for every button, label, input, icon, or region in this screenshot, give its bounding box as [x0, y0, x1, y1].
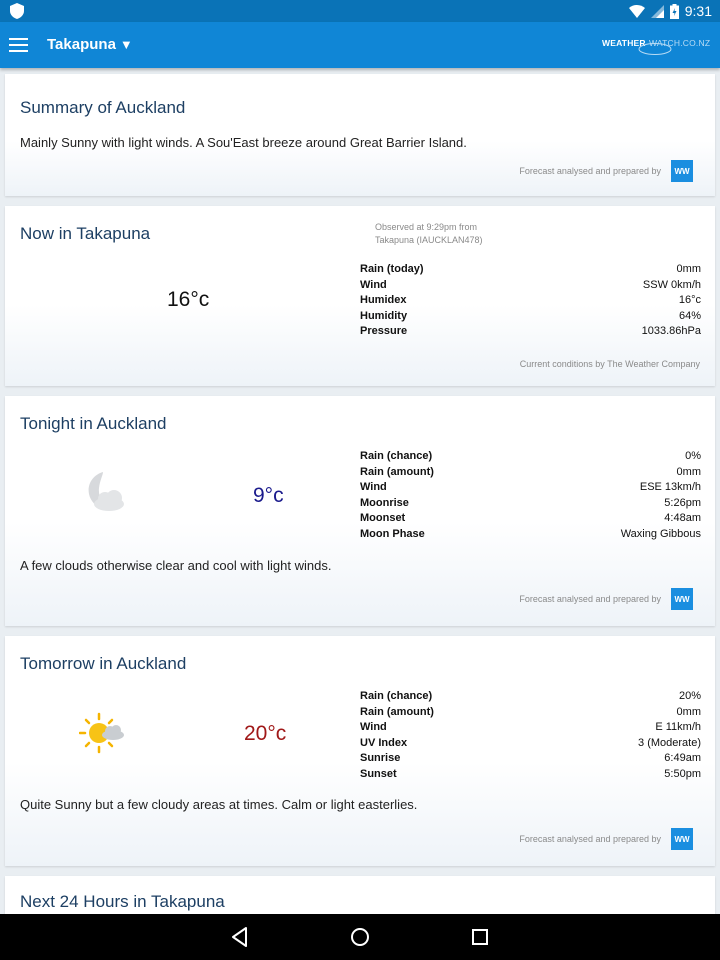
next24-title: Next 24 Hours in Takapuna — [20, 892, 225, 911]
current-temperature: 16°c — [167, 288, 210, 311]
detail-row — [360, 449, 701, 465]
now-card — [5, 206, 715, 386]
detail-value: 16°c — [678, 294, 701, 306]
forecast-credit: Forecast analysed and prepared by WW — [519, 588, 693, 610]
weatherwatch-badge-icon[interactable]: WW — [671, 588, 693, 610]
detail-row — [360, 278, 701, 294]
detail-value: E 11km/h — [655, 721, 701, 733]
detail-label: Humidex — [360, 294, 407, 306]
detail-value: 4:48am — [664, 512, 701, 524]
detail-row — [360, 720, 701, 736]
tomorrow-title: Tomorrow in Auckland — [20, 654, 187, 673]
detail-label: Wind — [360, 278, 387, 291]
moon-cloud-icon — [83, 470, 131, 516]
summary-text: Mainly Sunny with light winds. A Sou'East breeze around Great Barrier Island. — [20, 135, 467, 150]
tonight-card — [5, 396, 715, 626]
system-navigation-bar — [0, 914, 720, 960]
status-time: 9:31 — [684, 3, 712, 19]
wifi-icon — [629, 5, 645, 18]
detail-row — [360, 527, 701, 543]
detail-value: Waxing Gibbous — [620, 527, 701, 540]
location-selector[interactable] — [47, 36, 133, 53]
weatherwatch-logo: WEATHER WATCH.CO.NZ — [602, 36, 712, 58]
location-label: Takapuna — [47, 36, 116, 53]
home-icon[interactable] — [349, 925, 371, 949]
detail-label: Wind — [360, 481, 387, 493]
cell-signal-icon — [651, 5, 664, 18]
now-details-table — [360, 262, 701, 340]
detail-label: Rain (chance) — [360, 690, 433, 702]
detail-label: Sunset — [360, 767, 397, 780]
detail-row — [360, 511, 701, 527]
detail-row — [360, 751, 701, 767]
detail-label: Rain (amount) — [360, 705, 434, 718]
detail-label: Humidity — [360, 309, 408, 322]
conditions-credit: Current conditions by The Weather Company — [519, 359, 700, 369]
detail-label: UV Index — [360, 736, 408, 749]
tomorrow-details-table — [360, 689, 701, 782]
detail-value: 0mm — [676, 705, 701, 718]
detail-label: Moon Phase — [360, 527, 425, 540]
shield-icon — [10, 3, 24, 19]
detail-label: Rain (chance) — [360, 450, 433, 462]
detail-value: 0mm — [676, 465, 701, 478]
recents-icon[interactable] — [469, 925, 491, 949]
back-icon[interactable] — [229, 925, 251, 949]
detail-label: Sunrise — [360, 752, 401, 764]
detail-row — [360, 480, 701, 496]
detail-row — [360, 309, 701, 325]
detail-label: Moonrise — [360, 496, 409, 509]
detail-value: 5:26pm — [664, 496, 701, 509]
detail-value: 20% — [678, 690, 701, 702]
detail-label: Wind — [360, 721, 387, 733]
tomorrow-card — [5, 636, 715, 866]
forecast-credit: Forecast analysed and prepared by WW — [519, 160, 693, 182]
app-bar — [0, 22, 720, 68]
tomorrow-text: Quite Sunny but a few cloudy areas at times. Calm or light easterlies. — [20, 797, 418, 812]
detail-row — [360, 465, 701, 481]
detail-value: 6:49am — [664, 752, 701, 764]
detail-label: Rain (today) — [360, 263, 424, 275]
sun-cloud-icon — [79, 712, 127, 754]
forecast-credit: Forecast analysed and prepared by WW — [519, 828, 693, 850]
tonight-temperature: 9°c — [253, 484, 284, 507]
detail-label: Moonset — [360, 512, 406, 524]
detail-value: ESE 13km/h — [639, 481, 701, 493]
detail-label: Rain (amount) — [360, 465, 434, 478]
detail-value: 0mm — [676, 263, 701, 275]
next24-card — [5, 876, 715, 914]
detail-row — [360, 767, 701, 783]
summary-title: Summary of Auckland — [20, 98, 186, 117]
detail-row — [360, 293, 701, 309]
detail-value: 64% — [678, 309, 701, 322]
tonight-title: Tonight in Auckland — [20, 414, 167, 433]
detail-value: 0% — [685, 450, 701, 462]
detail-value: SSW 0km/h — [642, 278, 701, 291]
weatherwatch-badge-icon[interactable]: WW — [671, 160, 693, 182]
detail-value: 1033.86hPa — [641, 325, 701, 337]
observed-info: Observed at 9:29pm from Takapuna (IAUCKLAN478) — [375, 222, 483, 245]
chevron-down-icon: ▼ — [119, 37, 133, 52]
detail-label: Pressure — [360, 325, 408, 337]
summary-card — [5, 74, 715, 196]
detail-row — [360, 324, 701, 340]
status-bar — [0, 0, 720, 22]
weatherwatch-badge-icon[interactable]: WW — [671, 828, 693, 850]
detail-row — [360, 705, 701, 721]
hamburger-menu-icon[interactable] — [9, 38, 28, 52]
tonight-details-table — [360, 449, 701, 542]
tonight-text: A few clouds otherwise clear and cool with light winds. — [20, 558, 332, 573]
detail-row — [360, 496, 701, 512]
battery-icon — [670, 4, 679, 19]
detail-value: 5:50pm — [664, 767, 701, 780]
detail-value: 3 (Moderate) — [638, 736, 701, 749]
detail-row — [360, 736, 701, 752]
logo-swoosh-icon — [638, 42, 672, 56]
tomorrow-temperature: 20°c — [244, 722, 287, 745]
detail-row — [360, 689, 701, 705]
now-title: Now in Takapuna — [20, 224, 151, 243]
detail-row — [360, 262, 701, 278]
main-content[interactable] — [0, 68, 720, 914]
